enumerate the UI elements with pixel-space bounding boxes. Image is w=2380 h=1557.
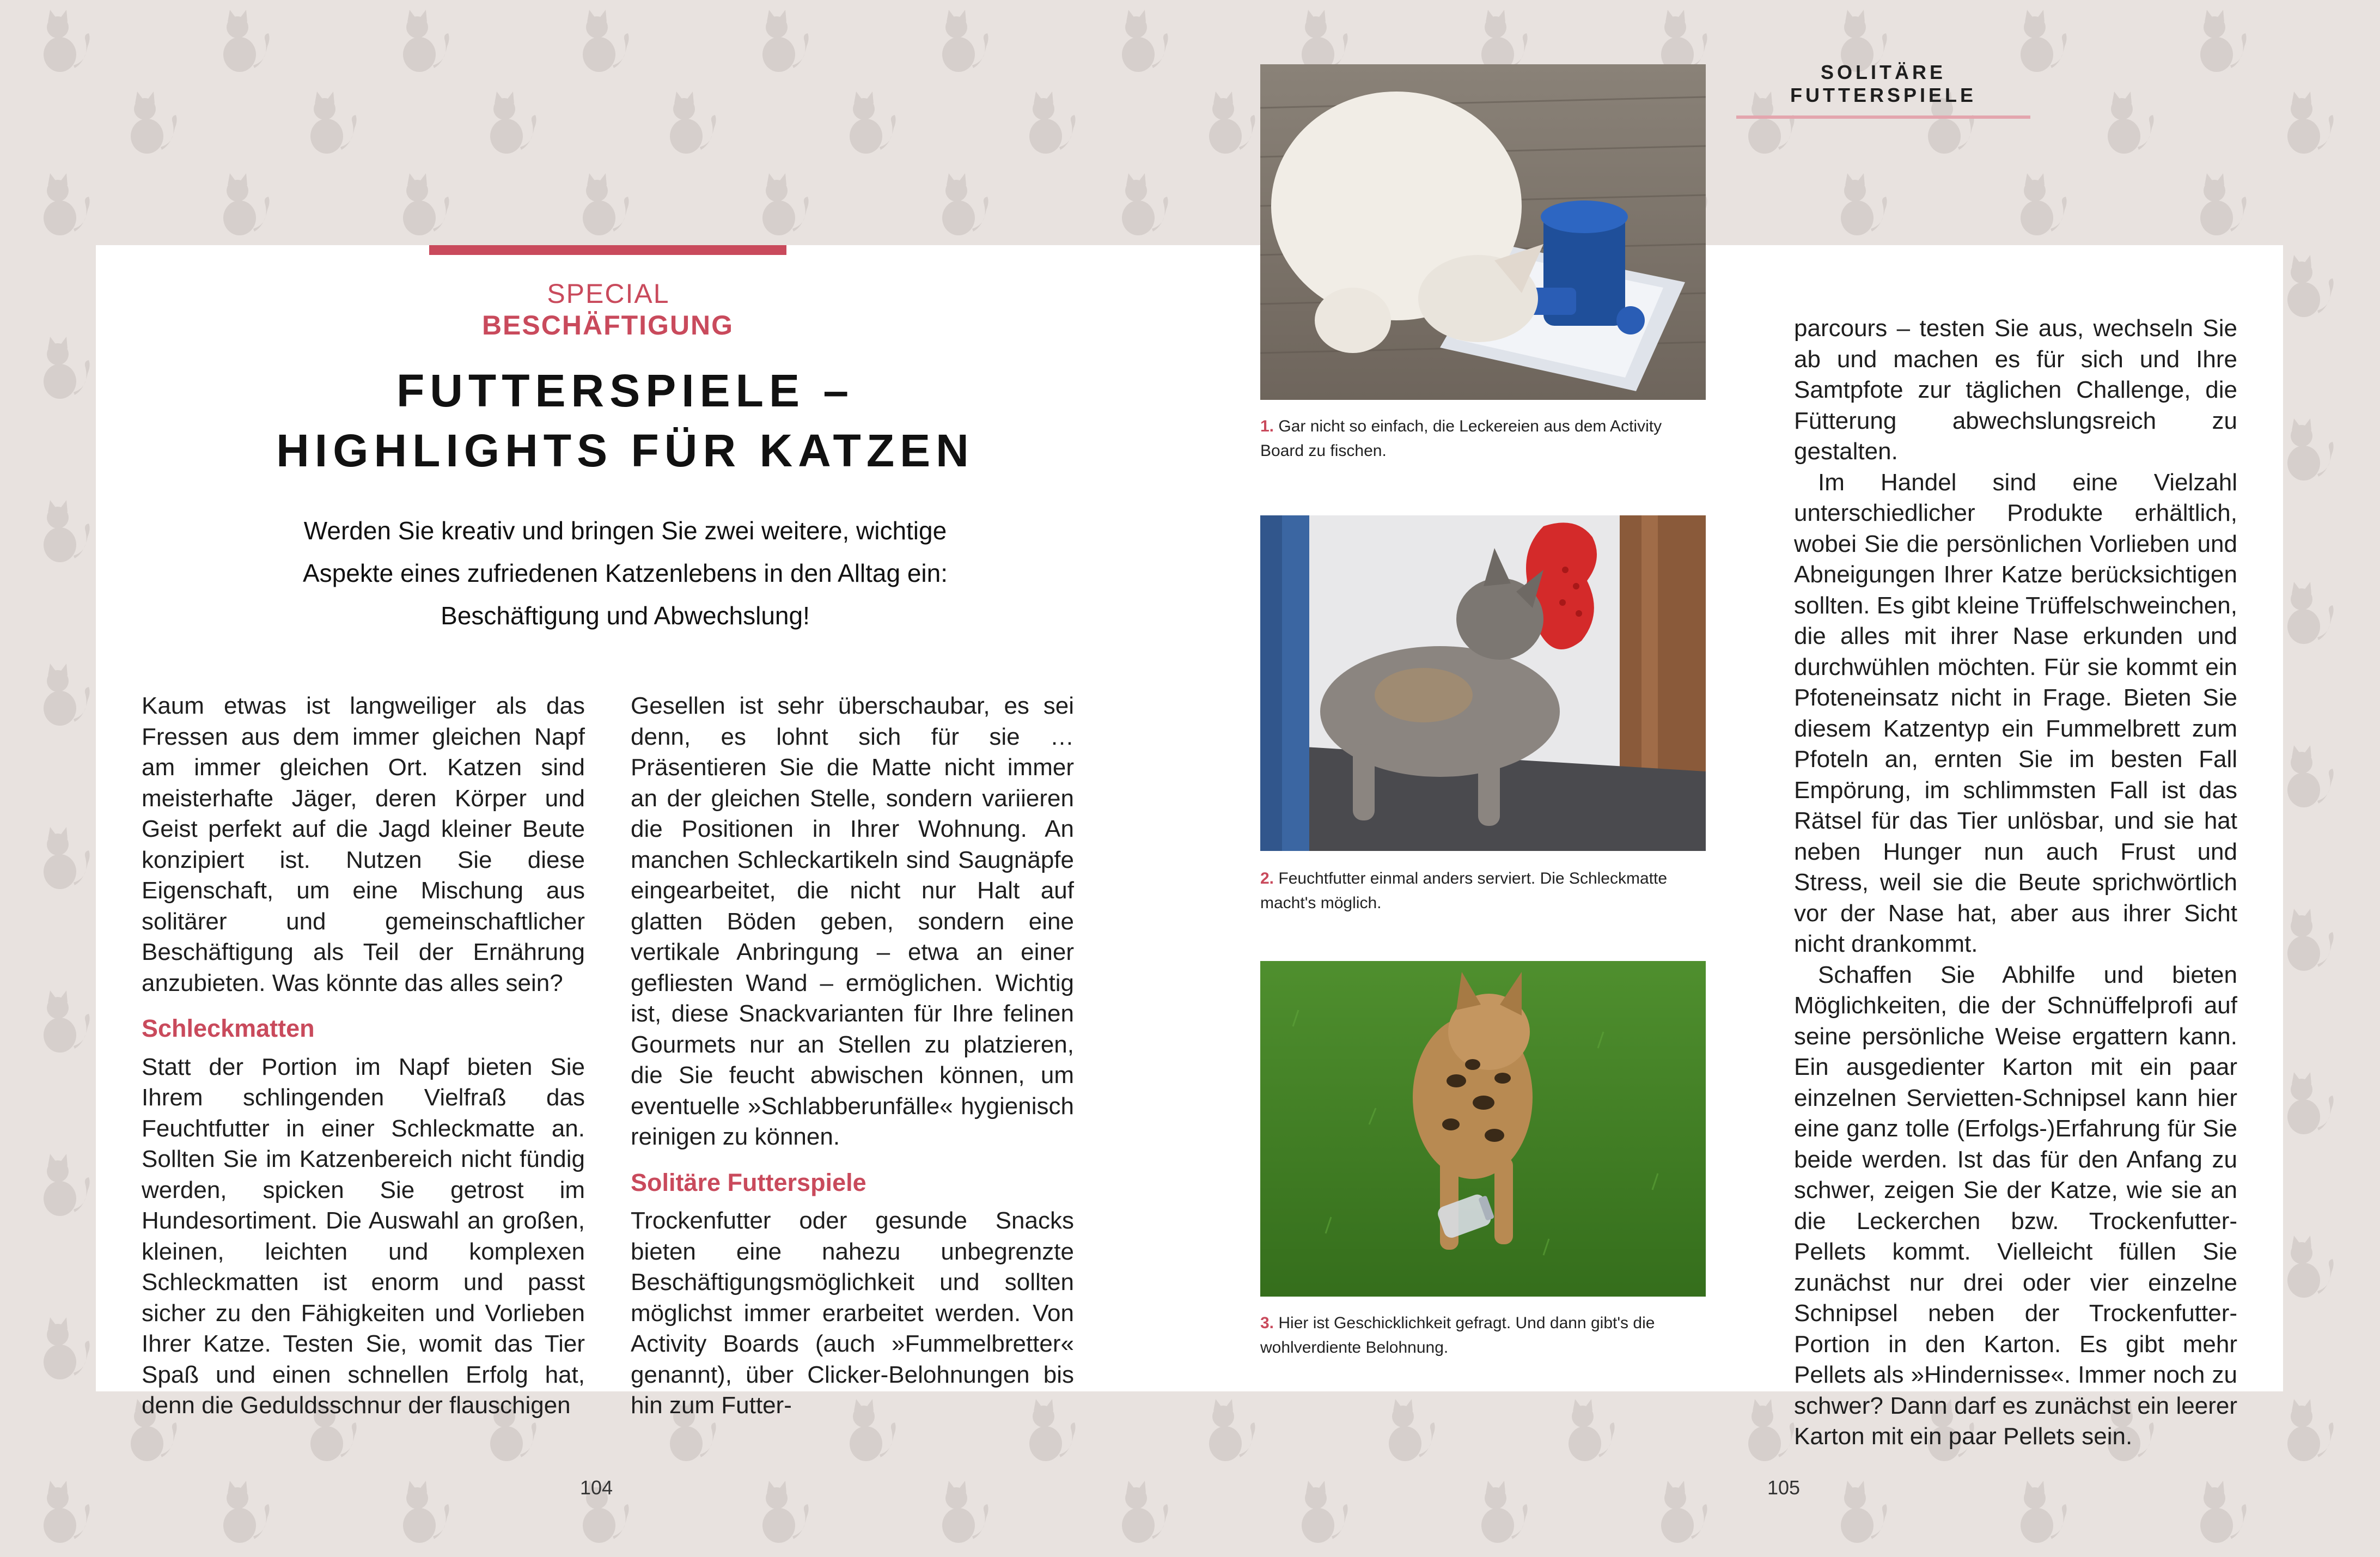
caption-text: Gar nicht so einfach, die Leckereien aus dem Activity Board zu fischen. [1260, 417, 1662, 460]
photo-activity-board [1260, 64, 1706, 400]
column-3-paragraph: parcours – testen Sie aus, wechseln Sie ab und machen es für sich und Ihre Samtpfote zur täglichen Challenge, die Fütterung abwechslungsreich zu gestalten. [1794, 315, 2237, 465]
subhead-schleckmatten: Schleckmatten [142, 1014, 315, 1042]
caption-text: Hier ist Geschicklichkeit gefragt. Und dann gibt's die wohlverdiente Belohnung. [1260, 1314, 1655, 1357]
column-3-paragraph: Im Handel sind eine Vielzahl unterschiedlicher Produkte erhältlich, wobei Sie die persönlichen Vorlieben und Abneigungen Ihrer Katze berücksichtigen sollten. Es gibt kleine Trüffelschweinchen, die alles mit ihrer Nase erkunden und durchwühlen möchten. Für sie kommt ein Pfoteneinsatz nicht in Frage. Bieten Sie diesem Katzentyp ein Fummelbrett zum Pfoteln an, ernten Sie im besten Fall Empörung, im schlimmsten Fall ist das Rätsel für das Tier unlösbar, und sie hat neben Hunger nun auch Frust und Stress, weil sie die Beute sprichwörtlich vor der Nase hat, aber aus ihrer Sicht nicht drankommt. [1794, 469, 2237, 957]
page-number-right: 105 [1767, 1476, 1801, 1499]
column-3-paragraph: Schaffen Sie Abhilfe und bieten Möglichkeiten, die der Schnüffelprofi auf seine persönliche Weise ergattern kann. Ein ausgedienter Karton mit ein paar einzelnen Servietten-Schnipsel kann hier eine ganz tolle (Erfolgs-)Erfahrung für Sie beide werden. Ist das für den Anfang zu schwer, zeigen Sie der Katze, wie sie an die Leckerchen bzw. Trockenfutter-Pellets kommt. Vielleicht füllen Sie zunächst nur drei oder vier einzelne Schnipsel neben der Trockenfutter-Portion in den Karton. Es gibt mehr Pellets als »Hindernisse«. Immer noch zu schwer? Dann darf es zunächst ein leerer Karton mit ein paar Pellets sein. [1794, 961, 2237, 1450]
column-2 [631, 691, 1074, 1421]
special-label [429, 278, 786, 341]
running-header-rule [1736, 115, 2030, 119]
photo-bengal-grass [1260, 961, 1706, 1297]
title-line-2: HIGHLIGHTS FÜR KATZEN [276, 425, 974, 476]
subhead-solitaere-futterspiele: Solitäre Futterspiele [631, 1168, 866, 1196]
column-1-paragraph: Kaum etwas ist langweiliger als das Fressen aus dem immer gleichen Napf am immer gleichen Ort. Katzen sind meisterhafte Jäger, deren Körper und Geist perfekt auf die Jagd kleiner Beute konzipiert ist. Nutzen Sie diese Eigenschaft, um eine Mischung aus solitärer und gemeinschaftlicher Beschäftigung als Teil der Ernährung anzubieten. Was könnte das alles sein? [142, 692, 585, 996]
running-header [1736, 61, 2030, 119]
special-topic: BESCHÄFTIGUNG [481, 310, 734, 340]
caption-number: 2. [1260, 869, 1274, 887]
intro [96, 509, 1155, 637]
caption-text: Feuchtfutter einmal anders serviert. Die Schleckmatte macht's möglich. [1260, 869, 1668, 912]
column-1-paragraph: Statt der Portion im Napf bieten Sie Ihrem schlingenden Vielfraß das Feuchtfutter in einer Schleckmatte an. Sollten Sie im Katzenbereich nicht fündig werden, spicken Sie getrost im Hundesortiment. Die Auswahl an großen, kleinen, leichten und komplexen Schleckmatten ist enorm und passt sicher zu den Fähigkeiten und Vorlieben Ihrer Katze. Testen Sie, womit das Tier Spaß und einen schnellen Erfolg hat, denn die Geduldsschnur der flauschigen [142, 1053, 585, 1419]
page-number-left: 104 [579, 1476, 613, 1499]
column-3 [1794, 313, 2237, 1452]
column-2-paragraph: Trockenfutter oder gesunde Snacks bieten eine nahezu unbegrenzte Beschäftigungsmöglichkeit und sollten möglichst immer erarbeitet werden. Von Activity Boards (auch »Fummelbretter« genannt), über Clicker-Belohnungen bis hin zum Futter- [631, 1207, 1074, 1419]
column-1 [142, 691, 585, 1421]
page-title [96, 361, 1155, 481]
photo-lick-mat [1260, 515, 1706, 851]
caption-2 [1260, 866, 1706, 915]
caption-number: 1. [1260, 417, 1274, 435]
running-title: SOLITÄRE FUTTERSPIELE [1790, 61, 1977, 106]
intro-line-1: Werden Sie kreativ und bringen Sie zwei weitere, wichtige [303, 516, 947, 545]
special-rule [429, 245, 786, 255]
intro-line-2: Aspekte eines zufriedenen Katzenlebens in den Alltag ein: [302, 559, 948, 587]
caption-3 [1260, 1311, 1706, 1360]
column-2-paragraph: Gesellen ist sehr überschaubar, es sei denn, es lohnt sich für sie … Präsentieren Sie die Matte nicht immer an der gleichen Stelle, sondern variieren die Positionen in Ihrer Wohnung. An manchen Schleckartikeln sind Saugnäpfe eingearbeitet, die nicht nur Halt auf glatten Böden geben, sondern eine vertikale Anbringung – etwa an einer gefliesten Wand – ermöglichen. Wichtig ist, diese Snackvarianten für Ihre felinen Gourmets nur an Stellen zu platzieren, die Sie feucht abwischen können, um eventuelle »Schlabberunfälle« hygienisch reinigen zu können. [631, 692, 1074, 1150]
caption-number: 3. [1260, 1314, 1274, 1332]
special-prefix: SPECIAL [547, 278, 669, 309]
intro-line-3: Beschäftigung und Abwechslung! [441, 601, 810, 630]
caption-1 [1260, 414, 1706, 463]
title-line-1: FUTTERSPIELE – [396, 365, 855, 416]
